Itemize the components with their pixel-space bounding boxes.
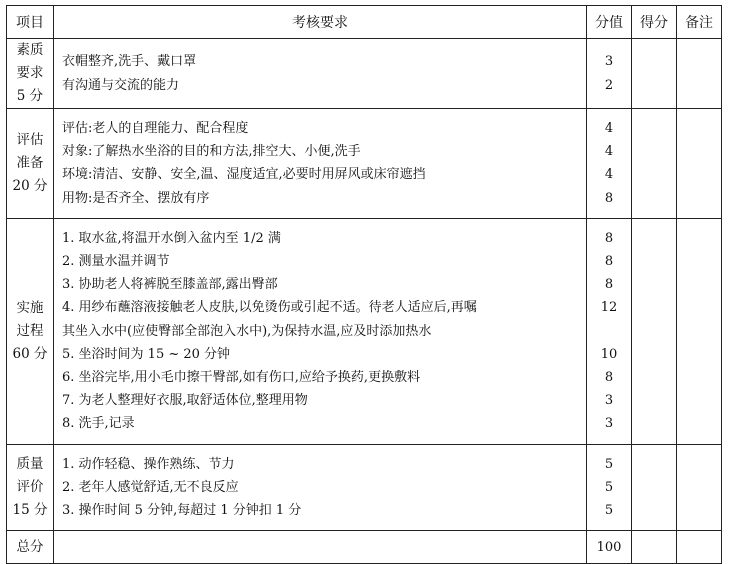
score-cell [632,218,677,444]
points-value: 4 [604,167,614,183]
total-points: 100 [587,531,632,564]
requirement-cell [54,444,587,531]
category-label: 准备 [16,154,44,171]
header-points: 分值 [587,6,632,39]
points-value: 3 [604,54,614,70]
requirement-line: 对象:了解热水坐浴的目的和方法,排空大、小便,洗手 [62,144,361,160]
category-cell [7,109,54,219]
requirement-line: 1. 取水盆,将温开水倒入盆内至 1/2 满 [62,230,281,246]
points-value: 12 [600,300,618,316]
requirement-line: 1. 动作轻稳、操作熟练、节力 [62,456,235,472]
points-cell [587,444,632,531]
category-cell [7,39,54,109]
points-value: 5 [604,503,614,519]
requirement-line: 3. 协助老人将裤脱至膝盖部,露出臀部 [62,277,278,293]
requirement-line: 有沟通与交流的能力 [62,77,180,93]
category-label: 60 分 [12,345,48,362]
section-row-quality-requirements [7,39,722,109]
requirement-cell [54,109,587,219]
requirement-line: 其坐入水中(应使臀部全部泡入水中),为保持水温,应及时添加热水 [62,323,432,339]
points-value: 5 [604,456,614,472]
category-label: 质量 [16,455,44,472]
total-label: 总分 [7,531,54,564]
score-cell [632,109,677,219]
points-value: 8 [604,254,614,270]
remark-cell [677,218,722,444]
requirement-line: 4. 用纱布蘸溶液接触老人皮肤,以免烫伤或引起不适。待老人适应后,再嘱 [62,300,477,316]
category-label: 过程 [16,322,44,339]
requirement-line: 5. 坐浴时间为 15 ~ 20 分钟 [62,346,231,362]
section-row-implementation-process [7,218,722,444]
section-row-quality-evaluation [7,444,722,531]
remark-cell [677,109,722,219]
total-score-cell [632,531,677,564]
section-row-assessment-preparation [7,109,722,219]
points-value: 2 [604,77,614,93]
category-label: 要求 [16,65,44,81]
category-label: 实施 [16,299,44,316]
points-value [587,320,631,343]
total-requirement-cell [54,531,587,564]
requirement-cell [54,218,587,444]
header-item: 项目 [7,6,54,39]
requirement-line: 7. 为老人整理好衣服,取舒适体位,整理用物 [62,393,308,409]
requirement-line: 8. 洗手,记录 [62,416,135,432]
header-row [7,6,722,39]
header-score: 得分 [632,6,677,39]
category-label: 评价 [16,478,44,495]
requirement-line: 环境:清洁、安静、安全,温、湿度适宜,必要时用屏风或床帘遮挡 [62,167,426,183]
header-remark: 备注 [677,6,722,39]
requirement-line: 2. 老年人感觉舒适,无不良反应 [62,479,239,495]
requirement-line: 衣帽整齐,洗手、戴口罩 [62,54,197,70]
score-cell [632,39,677,109]
points-value: 8 [604,370,614,386]
score-cell [632,444,677,531]
remark-cell [677,39,722,109]
category-cell [7,444,54,531]
points-cell [587,39,632,109]
points-value: 3 [604,416,614,432]
points-value: 3 [604,393,614,409]
total-remark-cell [677,531,722,564]
points-value: 10 [600,346,618,362]
points-value: 4 [604,121,614,136]
category-label: 15 分 [12,501,48,518]
requirement-line: 3. 操作时间 5 分钟,每超过 1 分钟扣 1 分 [62,503,302,519]
category-label: 5 分 [16,88,44,104]
points-cell [587,109,632,219]
category-label: 素质 [16,42,44,58]
requirement-line: 6. 坐浴完毕,用小毛巾擦干臀部,如有伤口,应给予换药,更换敷料 [62,370,421,386]
assessment-table [6,5,722,564]
requirement-cell [54,39,587,109]
category-label: 20 分 [12,177,48,194]
points-value: 5 [604,479,614,495]
category-cell [7,218,54,444]
points-value: 4 [604,144,614,160]
points-value: 8 [604,190,614,206]
header-requirement: 考核要求 [54,6,587,39]
requirement-line: 用物:是否齐全、摆放有序 [62,190,210,206]
points-value: 8 [604,277,614,293]
total-row [7,531,722,564]
requirement-line: 2. 测量水温并调节 [62,254,170,270]
remark-cell [677,444,722,531]
points-value: 8 [604,230,614,246]
category-label: 评估 [16,131,44,148]
points-cell [587,218,632,444]
requirement-line: 评估:老人的自理能力、配合程度 [62,121,249,136]
